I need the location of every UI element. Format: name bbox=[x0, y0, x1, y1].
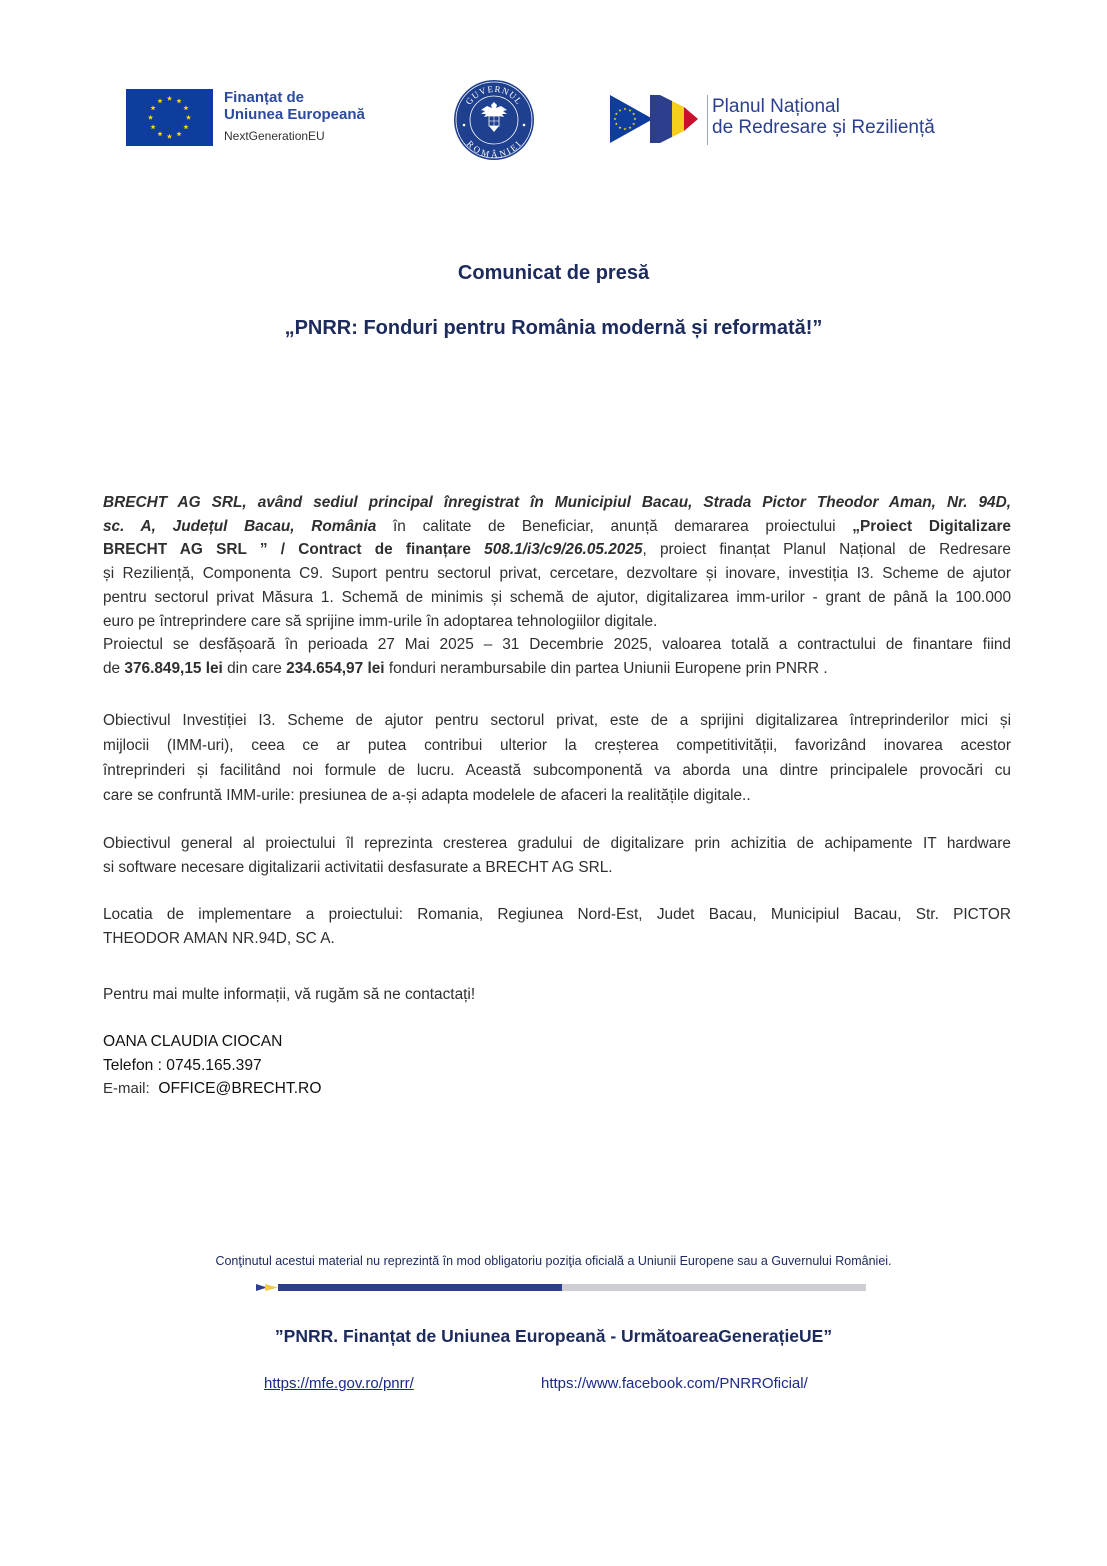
arrow-icon bbox=[256, 1282, 280, 1292]
footer-decorative-bar bbox=[256, 1282, 866, 1292]
seal-bottom-text: ROMÂNIEI bbox=[464, 138, 524, 160]
eu-logo-text: Finanțat de Uniunea Europeană bbox=[224, 89, 365, 123]
pnrr-logo bbox=[610, 93, 970, 148]
eu-star-icon bbox=[183, 105, 188, 110]
seal-top-text: GUVERNUL bbox=[463, 83, 525, 107]
pnrr-arrows-icon bbox=[610, 93, 705, 145]
contact-email[interactable]: OFFICE@BRECHT.RO bbox=[158, 1080, 322, 1097]
eu-star-icon bbox=[167, 134, 172, 139]
eu-star-icon bbox=[148, 115, 153, 120]
eu-funds-value: 234.654,97 lei bbox=[286, 659, 385, 677]
mfe-link[interactable]: https://mfe.gov.ro/pnrr/ bbox=[264, 1375, 414, 1392]
eu-star-icon bbox=[167, 96, 172, 101]
contact-email-row bbox=[103, 1077, 1011, 1101]
total-value: 376.849,15 lei bbox=[124, 659, 223, 677]
email-label: E-mail: bbox=[103, 1080, 150, 1097]
contact-block bbox=[103, 1030, 1011, 1101]
facebook-link[interactable]: https://www.facebook.com/PNRROficial/ bbox=[541, 1375, 808, 1392]
disclaimer-text: Conţinutul acestui material nu reprezintă în mod obligatoriu poziţia oficială a Uniunii Europene sau a Guvernului României. bbox=[215, 1254, 892, 1268]
contract-number: 508.1/i3/c9/26.05.2025 bbox=[484, 541, 643, 559]
eu-star-icon bbox=[157, 98, 162, 103]
eu-star-icon bbox=[176, 98, 181, 103]
paragraph-objective-investment: Obiectivul Investiției I3. Scheme de ajutor pentru sectorul privat, este de a sprijini digitalizarea întreprinderilor mici și mijlocii (IMM-uri), ceea ce ar putea contribui ulterior la creșterea competitivității, favorizând inovarea acestor întreprinderi și facilitând noi formule de lucru. Această subcomponentă va aborda una dintre principalele provocări cu care se confruntă IMM-urile: presiunea de a-și adapta modelele de afaceri la realitățile digitale.. bbox=[103, 712, 1011, 804]
pnrr-logo-text: Planul Național de Redresare și Reziliență bbox=[712, 96, 935, 138]
eu-star-icon bbox=[150, 124, 155, 129]
contact-name: OANA CLAUDIA CIOCAN bbox=[103, 1033, 283, 1050]
page-subtitle: „PNRR: Fonduri pentru România modernă și reformată!” bbox=[284, 317, 823, 339]
bar-blue-segment bbox=[278, 1284, 562, 1291]
eu-star-icon bbox=[176, 131, 181, 136]
government-seal-logo bbox=[453, 79, 535, 161]
eu-logo-subtext: NextGenerationEU bbox=[224, 129, 325, 143]
eu-funding-logo bbox=[126, 89, 396, 147]
footer-slogan: ”PNRR. Finanțat de Uniunea Europeană - UrmătoareaGenerațieUE” bbox=[274, 1326, 833, 1346]
eu-star-icon bbox=[150, 105, 155, 110]
eu-flag-icon bbox=[126, 89, 213, 146]
paragraph-contact-invite: Pentru mai multe informații, vă rugăm să ne contactați! bbox=[103, 986, 476, 1003]
paragraph-announcement: BRECHT AG SRL, având sediul principal înregistrat în Municipiul Bacau, Strada Pictor Theodor Aman, Nr. 94D, sc. A, Județul Bacau, România în calitate de Beneficiar, anunță demararea proiectului „Proiect Digitalizare BRECHT AG SRL ” / Contract de finanțare 508.1/i3/c9/26.05.2025, proiect finanțat Planul Național de Redresare și Reziliență, Componenta C9. Suport pentru sectorul privat, cercetare, dezvoltare și inovare, investiția I3. Scheme de ajutor pentru sectorul privat Măsura 1. Schemă de minimis și schemă de ajutor, digitalizarea imm-urilor - grant de până la 100.000 euro pe întreprindere care să sprijine imm-urile în adoptarea tehnologiilor digitale. Proiectul se desfășoară în perioada 27 Mai 2025 – 31 Decembrie 2025, valoarea totală a contractului de finantare fiind de 376.849,15 lei din care 234.654,97 lei fonduri nerambursabile din partea Uniunii Europene prin PNRR . bbox=[103, 494, 1011, 677]
eu-star-icon bbox=[183, 124, 188, 129]
contact-phone: Telefon : 0745.165.397 bbox=[103, 1056, 262, 1074]
logo-divider bbox=[707, 95, 708, 145]
bar-grey-segment bbox=[562, 1284, 866, 1291]
eu-star-icon bbox=[157, 131, 162, 136]
eu-star-icon bbox=[186, 115, 191, 120]
paragraph-location: Locatia de implementare a proiectului: Romania, Regiunea Nord-Est, Judet Bacau, Municipiul Bacau, Str. PICTOR THEODOR AMAN NR.94D, SC A. bbox=[103, 906, 1011, 947]
page-title: Comunicat de presă bbox=[457, 262, 650, 284]
paragraph-general-objective: Obiectivul general al proiectului îl reprezinta cresterea gradului de digitalizare prin achizitia de achipamente IT hardware si software necesare digitalizarii activitatii desfasurate a BRECHT AG SRL. bbox=[103, 835, 1011, 876]
